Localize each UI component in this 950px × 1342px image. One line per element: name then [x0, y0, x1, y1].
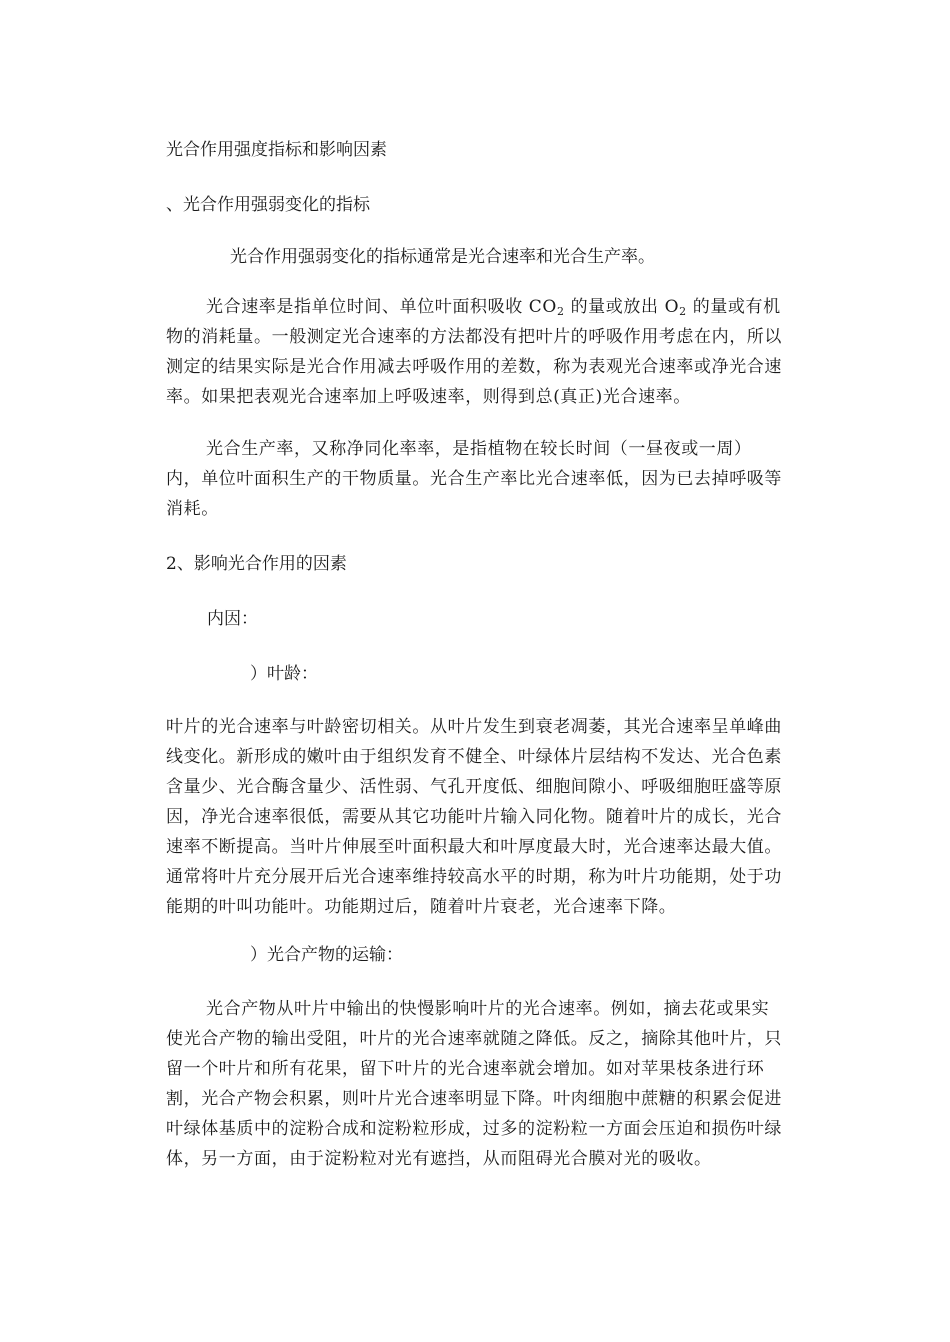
rate-paragraph-sub1: 2 — [556, 305, 565, 318]
leaf-age-heading: ）叶龄： — [250, 664, 318, 684]
internal-factors-label: 内因： — [207, 609, 258, 629]
rate-paragraph-part2: 的量或放出 O — [564, 297, 680, 317]
rate-paragraph-part3: 的量或有机物的消耗量。一般测定光合速率的方法都没有把叶片的呼吸作用考虑在内，所以测定的结果实际是光合作用减去呼吸作用的差数，称为表观光合速率或净光合速率。如果把表观光合速率加上呼吸速率，则得到总(真正)光合速率。 — [166, 297, 782, 407]
intro-line: 光合作用强弱变化的指标通常是光合速率和光合生产率。 — [230, 247, 655, 267]
section2-heading: 2、影响光合作用的因素 — [166, 554, 347, 574]
leaf-age-paragraph: 叶片的光合速率与叶龄密切相关。从叶片发生到衰老凋萎，其光合速率呈单峰曲线变化。新形成的嫩叶由于组织发育不健全、叶绿体片层结构不发达、光合色素含量少、光合酶含量少、活性弱、气孔开度低、细胞间隙小、呼吸细胞旺盛等原因，净光合速率很低，需要从其它功能叶片输入同化物。随着叶片的成长，光合速率不断提高。当叶片伸展至叶面积最大和叶厚度最大时，光合速率达最大值。通常将叶片充分展开后光合速率维持较高水平的时期，称为叶片功能期，处于功能期的叶叫功能叶。功能期过后，随着叶片衰老，光合速率下降。 — [166, 717, 782, 917]
transport-paragraph: 光合产物从叶片中输出的快慢影响叶片的光合速率。例如，摘去花或果实使光合产物的输出受阻，叶片的光合速率就随之降低。反之，摘除其他叶片，只留一个叶片和所有花果，留下叶片的光合速率就会增加。如对苹果枝条进行环割，光合产物会积累，则叶片光合速率明显下降。叶肉细胞中蔗糖的积累会促进叶绿体基质中的淀粉合成和淀粉粒形成，过多的淀粉粒一方面会压迫和损伤叶绿体，另一方面，由于淀粉粒对光有遮挡，从而阻碍光合膜对光的吸收。 — [166, 999, 782, 1169]
transport-heading: ）光合产物的运输： — [250, 945, 403, 965]
rate-paragraph — [166, 292, 786, 412]
document-title: 光合作用强度指标和影响因素 — [166, 140, 387, 160]
productivity-paragraph: 光合生产率，又称净同化率率，是指植物在较长时间（一昼夜或一周）内，单位叶面积生产的干物质量。光合生产率比光合速率低，因为已去掉呼吸等消耗。 — [166, 439, 782, 519]
section1-heading: 、光合作用强弱变化的指标 — [166, 195, 370, 215]
rate-paragraph-part1: 光合速率是指单位时间、单位叶面积吸收 CO — [206, 297, 557, 317]
rate-paragraph-sub2: 2 — [679, 305, 687, 318]
